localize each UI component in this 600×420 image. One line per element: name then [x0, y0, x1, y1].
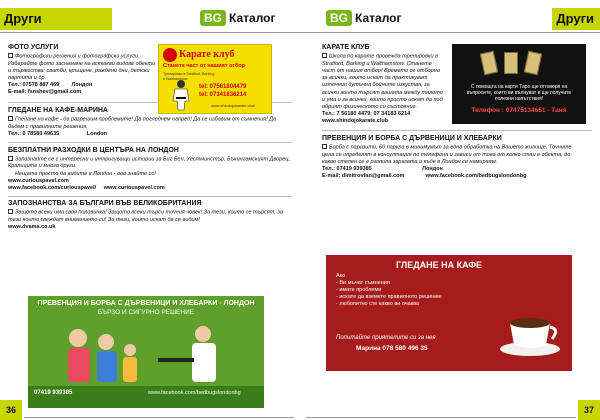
pests-ad-line2: БЪРЗО И СИГУРНО РЕШЕНИЕ [97, 309, 195, 316]
divider [8, 196, 292, 197]
entry-heading: ПРЕВЕНЦИЯ И БОРБА С ДЪРВЕНИЦИ И ХЛЕБАРКИ [322, 134, 502, 142]
link-facebook[interactable]: www.facebook.com/curiouspavel/ [8, 184, 97, 191]
checkbox-icon [322, 53, 327, 58]
entry-phone: Тел.: 7 56180 4479; 07 34183 6214 [322, 111, 411, 118]
tarot-ad-tel: Телефон : 07475134651 - Таня [471, 107, 567, 114]
entry-text: Школа по карате провежда тренировки в Stratford, Barking и Walthamstow. Станете част от нашия отбор! Времето се отборно за всички, които искат да практикуват източния дутъчна бойните изкуства, за всички които търсят вашата между тялото и ума и за всички, които просто искат да под обрият физическото си състояние. [322, 53, 443, 110]
divider [322, 130, 592, 131]
entry-heading: ГЛЕДАНЕ НА КАФЕ-МАРИНА [8, 107, 108, 114]
page-header [300, 0, 600, 34]
bg-badge: BG [326, 10, 352, 26]
entry-phone: Тел.: 07578 887 469 Лондон [8, 82, 93, 89]
pests-ad-tel: 07419 939385 [34, 390, 73, 396]
karate-kid-icon [167, 79, 195, 111]
entry-web-links [8, 185, 292, 192]
entry-email[interactable]: E-mail: dimitrovfan@gmail.com [322, 172, 405, 179]
coffee-ad-contact: Марина 078 580 496 35 [356, 345, 428, 352]
entry-pests [322, 135, 578, 180]
catalog-logo [200, 10, 276, 26]
entry-heading: БЕЗПЛАТНИ РАЗХОДКИ В ЦЕНТЪРА НА ЛОНДОН [8, 146, 179, 154]
entry-heading: КАРАТЕ КЛУБ [322, 44, 370, 51]
karate-ad-title: Карате клуб [179, 49, 235, 60]
family-exterminator-icon [48, 320, 248, 384]
checkbox-icon [8, 156, 13, 161]
entry-phone: Тел.: 07419 939385 Лондон [322, 165, 443, 172]
catalog-label: Каталог [355, 11, 402, 25]
entry-heading: ЗАПОЗНАНСТВА ЗА БЪЛГАРИ ВЪВ ВЕЛИКОБРИТАНИЯ [8, 200, 202, 208]
pests-ad-line1: ПРЕВЕНЦИЯ И БОРБА С ДЪРВЕНИЦИ И ХЛЕБАРКИ - ЛОНДОН [37, 300, 255, 307]
entry-web[interactable]: www.facebook.com/bedbugslondonbg [425, 172, 527, 179]
pests-ad [28, 296, 264, 408]
section-title: Други [556, 11, 594, 26]
tarot-card-icon [480, 51, 498, 75]
karate-ad-tel1: tel: 07561804479 [199, 84, 247, 90]
karate-ad-tagline: Станете част от нашият отбор [163, 63, 246, 69]
karate-logo-icon [163, 48, 177, 62]
checkbox-icon [8, 53, 13, 58]
pests-ad-web: www.facebook.com/bedbugslondonbg [148, 390, 241, 396]
karate-ad-web: www.shindojokarate.club [211, 103, 256, 108]
coffee-ad-title: ГЛЕДАНЕ НА КАФЕ [396, 260, 483, 270]
entry-text: Фотографски решения и фотографски услуги. Изберайте фото заснемане на всякакви видове обекти и тържества: сватби, кръщене, раждени дни, детски партита и др. [8, 53, 156, 82]
header-rule [0, 32, 300, 33]
catalog-label: Каталог [229, 11, 276, 25]
divider [8, 142, 292, 143]
page-header [0, 0, 300, 34]
footer-rule [24, 417, 294, 418]
entry-web[interactable]: www.dvama.co.uk [8, 224, 56, 231]
checkbox-icon [8, 116, 13, 121]
entry-walks [8, 147, 292, 192]
bg-badge: BG [200, 10, 226, 26]
page-number: 37 [578, 400, 600, 420]
entry-text: Защото всеки има своя половинка! Защото всеки търси точния човек! За тези, които се търсят, за тези които свеждат вниманието си! За тези, които искат да се видим! [8, 209, 283, 224]
page-number: 36 [0, 400, 22, 420]
coffee-ad [326, 255, 572, 371]
entry-text: Гледане на кафе - да разрешим проблемите! Да погледнем напред! Да се избавим от съмнения! Да бъдем с правилните решения. [8, 116, 277, 130]
entry-phone: Тел.: 0 78580 49635 London [8, 130, 107, 137]
entry-email[interactable]: E-mail: fsnshev@gmail.com [8, 89, 82, 96]
karate-ad-tel2: tel: 07341836214 [199, 92, 247, 98]
section-title: Други [4, 11, 42, 26]
karate-ad [158, 44, 272, 114]
entry-photo [8, 44, 156, 96]
entry-text: Запознайте се с интересни и интригуващи истории за Биг Бен, Уестминстър, Бъкингамският Дворец, Кралиците и много други. [8, 156, 291, 170]
entry-karate [322, 44, 446, 125]
catalog-logo [326, 10, 402, 26]
entry-text: Борба с паразити, 60 парура в минимумът за една обработка на Вашето жилище. Точните цена се определят в консултация по телефона и зависи от това от колко стаи е обекта, до какво степен се е разпила заразата и къде в Лондон се намирате. [322, 144, 572, 165]
checkbox-icon [8, 209, 13, 214]
footer-rule [306, 417, 576, 418]
tarot-ad-text: С помощта на карти Таро ще отговоря на въпросите, които ви вълнуват и ще получите полезни напътствия! [466, 84, 572, 102]
entry-dating [8, 200, 292, 231]
coffee-ad-lines: Ако - Ви мъчат съмнения - имате проблеми - искате да вземете правилното решение - любопитно сте какво ви очаква [336, 273, 442, 307]
tarot-card-icon [504, 52, 518, 74]
right-page [300, 0, 600, 420]
entry-web[interactable]: www.curiouspavel.com [8, 177, 69, 184]
coffee-ad-cta: Попитайте приятелите си за нея [336, 335, 436, 341]
tarot-ad [452, 44, 586, 124]
checkbox-icon [322, 144, 327, 149]
entry-heading: ФОТО УСЛУГИ [8, 44, 59, 51]
karate-ad-info: Тренировки в Stratford, Barking и Walthamstow [163, 72, 215, 81]
entry-contacts [322, 173, 578, 180]
coffee-cup-icon [498, 305, 562, 357]
entry-text-2: Нещата просто да видите в Лондон - ооо знайте со! [15, 170, 156, 177]
link-site[interactable]: www.curiouspavel.com [103, 184, 165, 191]
entry-web[interactable]: www.shindojokarate.club [322, 118, 389, 125]
header-rule [300, 32, 600, 33]
tarot-card-icon [524, 51, 542, 75]
